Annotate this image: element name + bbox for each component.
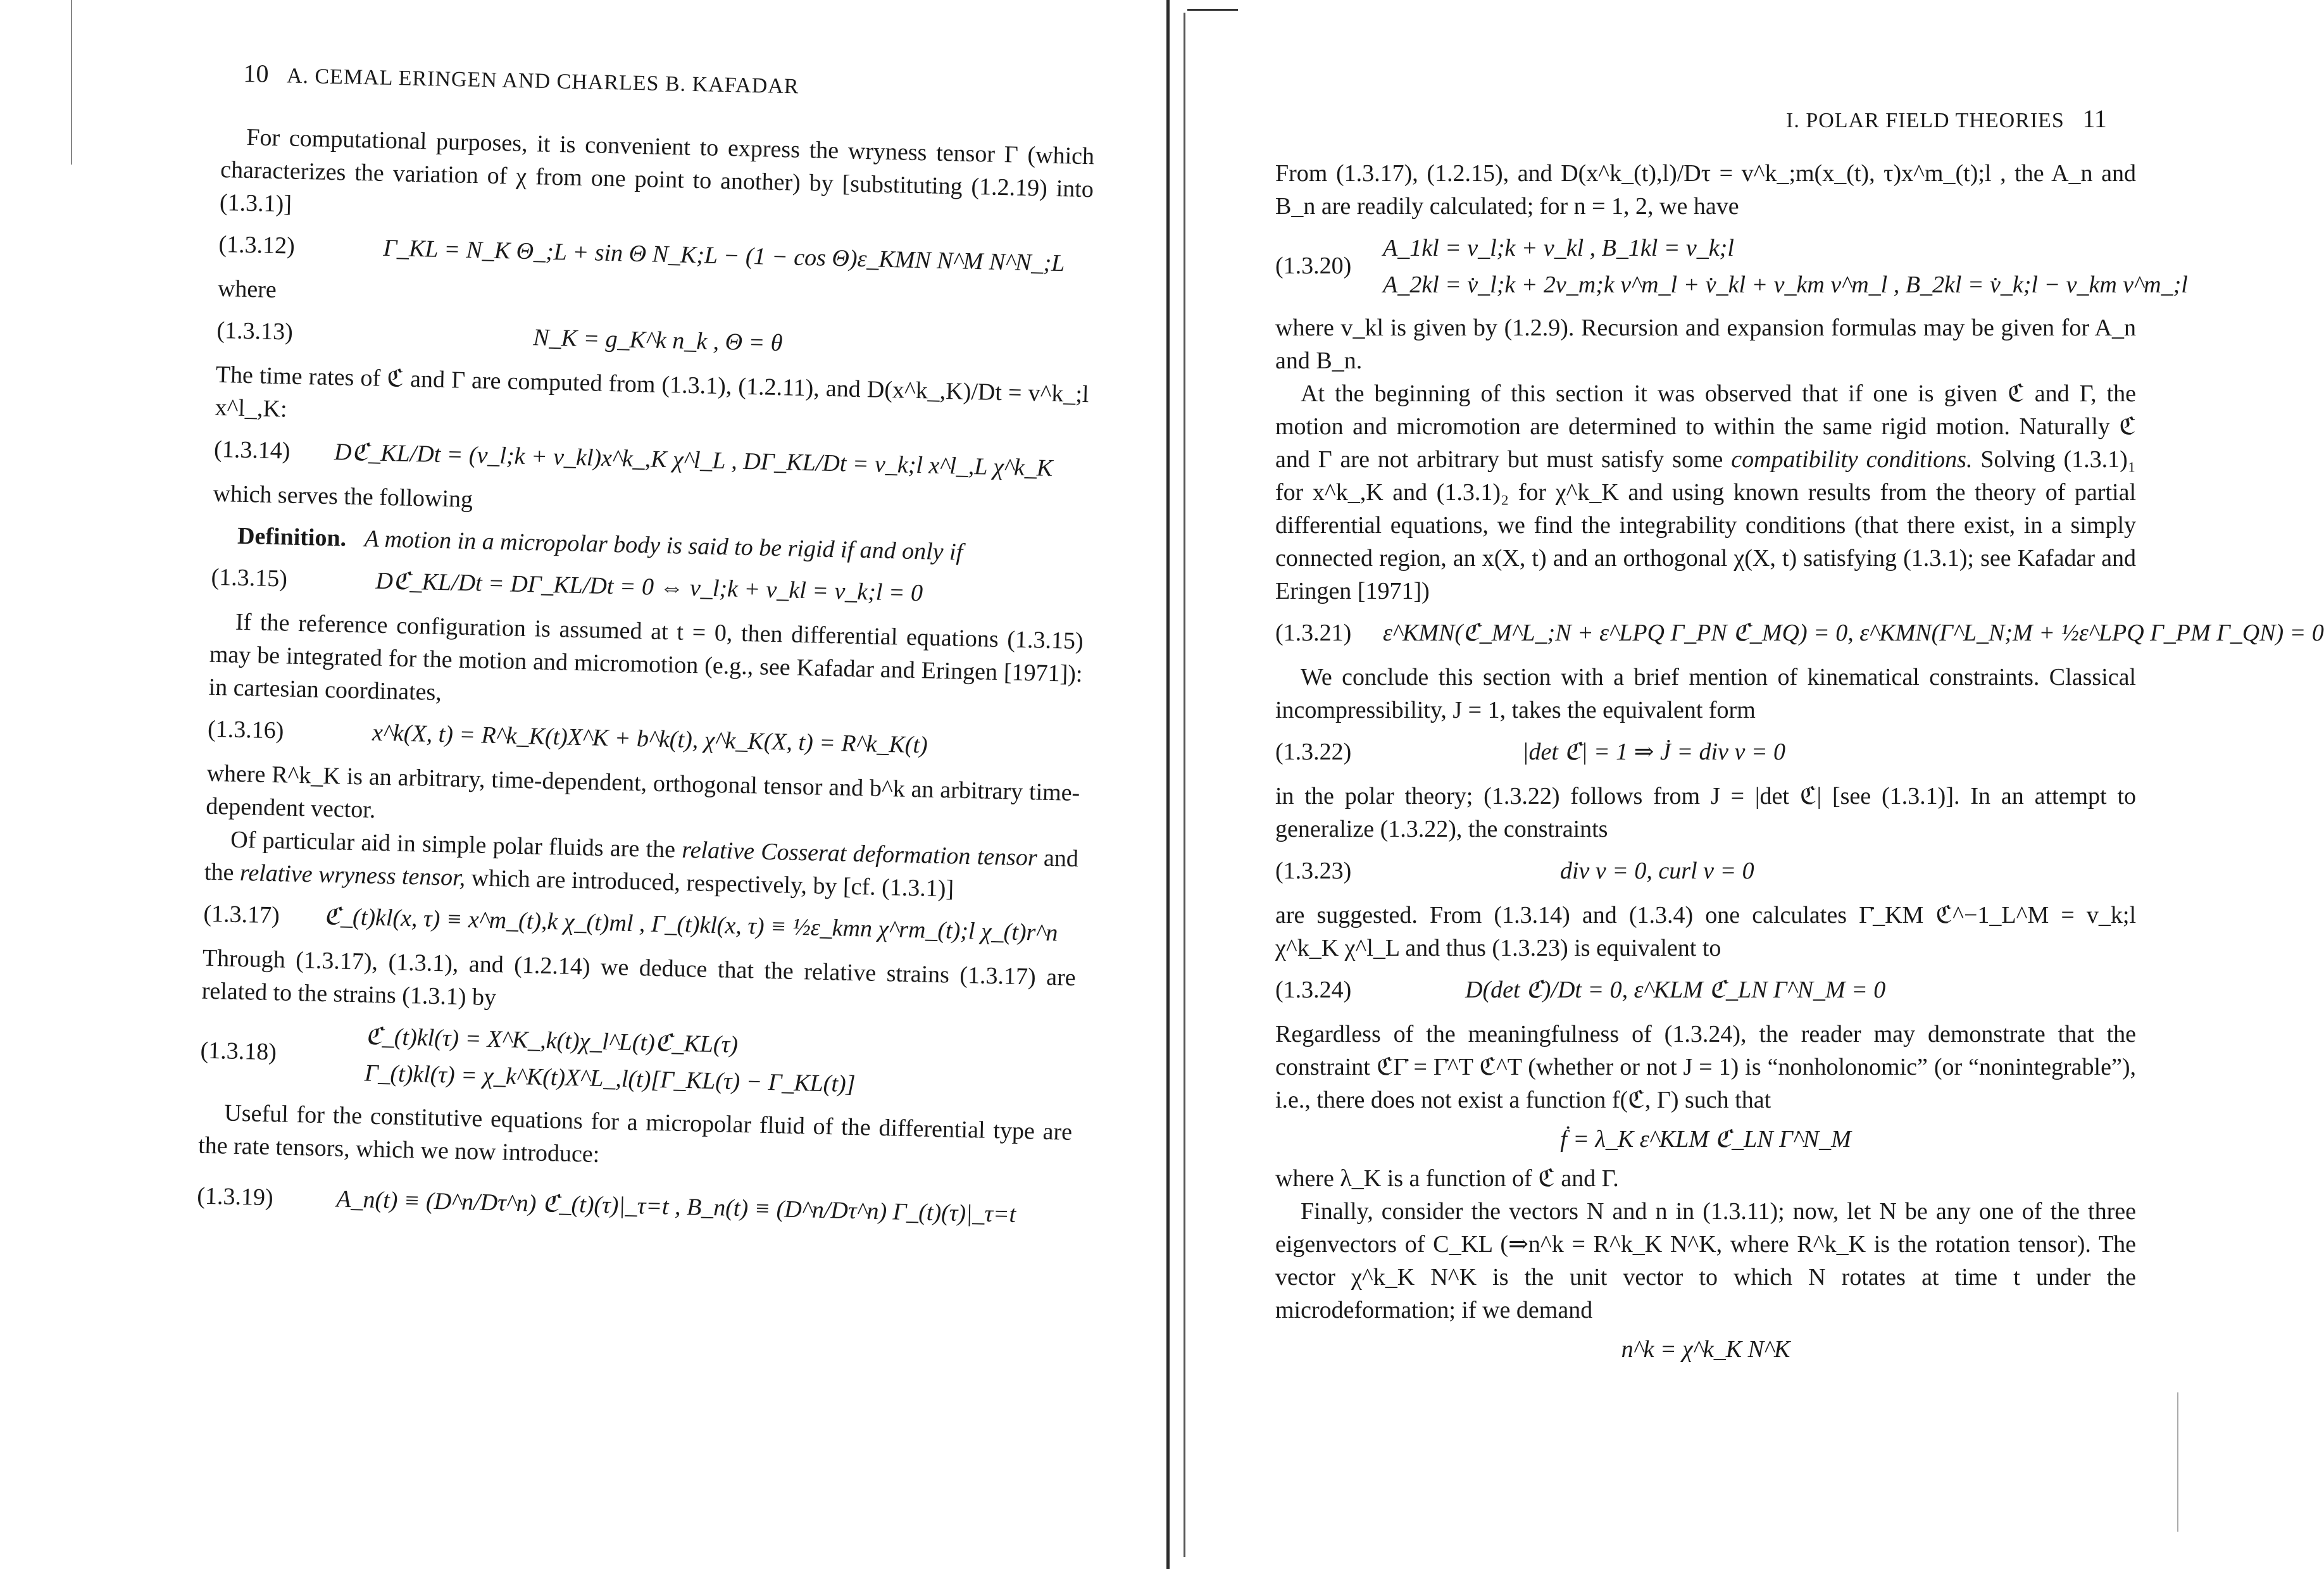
equation-1-3-24 [1275, 971, 2136, 1011]
text-span: Solving (1.3.1)₁ for x^k_,K and (1.3.1)₂ for χ^k_K and using known results from the theory of partial differential equations, we find the integrability conditions (that there exist, in a simply connected region, an x(X, t) and an orthogonal χ(X, t) satisfying (1.3.1); see Kafadar and Eringen [1971]) [1275, 446, 2137, 604]
scan-mark [71, 0, 72, 165]
equation-1-3-20 [1275, 229, 2188, 305]
equation-number: (1.3.24) [1275, 977, 1352, 1003]
paragraph: Finally, consider the vectors N and n in (1.3.11); now, let N be any one of the three eigenvectors of C_KL (⇒n^k = R^k_K N^K, where R^k_K is the rotation tensor). The vector χ^k_K N^K is the unit vector to which N rotates at time t under the microdeformation; if we demand [1275, 1198, 2136, 1323]
italic-term: relative wryness tensor, [239, 859, 466, 892]
paragraph: in the polar theory; (1.3.22) follows from J = |det ℭ| [see (1.3.1)]. In an attempt to generalize (1.3.22), the constraints [1275, 783, 2136, 842]
equation-expression: A_n(t) ≡ (D^n/Dτ^n) ℭ_(t)(τ)|_τ=t , B_n(t) ≡ (D^n/Dτ^n) Γ_(t)(τ)|_τ=t [335, 1185, 1016, 1228]
equation-number: (1.3.12) [218, 230, 296, 259]
equation-line-2: A_2kl = v̇_l;k + 2v_m;k v^m_l + v̇_kl + v_km v^m_l , B_2kl = v̇_k;l − v_km v^m_;l [1383, 272, 2188, 298]
paragraph: which serves the following [213, 480, 473, 513]
right-page-number: 11 [2082, 104, 2107, 133]
left-page [0, 0, 1158, 1569]
paragraph: Through (1.3.17), (1.3.1), and (1.2.14) we deduce that the relative strains (1.3.17) are related to the strains (1.3.1) by [201, 944, 1077, 1011]
paragraph: are suggested. From (1.3.14) and (1.3.4) one calculates Γ̇_KM ℭ^−1_L^M = v_k;l χ^k_K χ^l_L and thus (1.3.23) is equivalent to [1275, 902, 2136, 961]
left-page-number: 10 [243, 58, 269, 88]
equation-expression: Dℭ_KL/Dt = DΓ_KL/Dt = 0 ⇔ v_l;k + v_kl = v_k;l = 0 [375, 567, 923, 607]
paragraph: where λ_K is a function of ℭ and Γ. [1275, 1165, 1619, 1192]
equation-number: (1.3.13) [216, 316, 294, 346]
italic-term: compatibility conditions. [1731, 446, 1973, 473]
right-page-body [1275, 157, 2324, 1372]
paragraph: We conclude this section with a brief mention of kinematical constraints. Classical incompressibility, J = 1, takes the equivalent form [1275, 664, 2136, 723]
paragraph: where [217, 275, 277, 304]
equation-1-3-18 [199, 1014, 1074, 1110]
text-span: At the beginning of this section it was observed that if one is given ℭ and Γ, the motion and micromotion are determined to within the same rigid motion. Naturally ℭ and Γ are not arbitrary but must satisfy some [1275, 380, 2136, 473]
equation-number: (1.3.20) [1275, 253, 1352, 279]
right-running-head [1786, 104, 2107, 134]
paragraph: Useful for the constitutive equations for a micropolar fluid of the differential type are the rate tensors, which we now introduce: [197, 1099, 1073, 1168]
equation-line-1: ℭ_(t)kl(τ) = X^K_,k(t)χ_l^L(t)ℭ_KL(τ) [365, 1023, 739, 1058]
italic-term: relative Cosserat deformation tensor [681, 836, 1038, 872]
definition-text: A motion in a micropolar body is said to be rigid if and only if [364, 525, 963, 566]
equation-expression: Dℭ_KL/Dt = (v_l;k + v_kl)x^k_,K χ^l_L , DΓ_KL/Dt = v_k;l x^l_,L χ^k_K [334, 439, 1053, 482]
equation-1-3-23 [1275, 852, 2136, 892]
right-page [1158, 0, 2324, 1569]
equation-number: (1.3.19) [196, 1182, 274, 1211]
text-span: Of particular aid in simple polar fluids are the [230, 826, 676, 863]
left-page-body [196, 120, 1094, 1244]
paragraph: Regardless of the meaningfulness of (1.3.24), the reader may demonstrate that the constraint ℭΓ̇ = Γ̇^T ℭ^T (whether or not J = 1) is “nonholonomic” (or “nonintegrable”), i.e., there does not exist a function f(ℭ, Γ) such that [1275, 1021, 2136, 1113]
equation-expression: ℭ_(t)kl(x, τ) ≡ x^m_(t),k χ_(t)ml , Γ_(t)kl(x, τ) ≡ ½ε_kmn χ^rm_(t);l χ_(t)r^n [323, 903, 1058, 947]
paragraph: From (1.3.17), (1.2.15), and D(x^k_(t),l)/Dτ = v^k_;m(x_(t), τ)x^m_(t);l , the A_n and B_n are readily calculated; for n = 1, 2, we have [1275, 160, 2136, 220]
equation-number: (1.3.15) [211, 563, 288, 592]
paragraph: If the reference configuration is assumed at t = 0, then differential equations (1.3.15) may be integrated for the motion and micromotion (e.g., see Kafadar and Eringen [1971]): in cartesian coordinates, [208, 608, 1084, 706]
equation-expression: x^k(X, t) = R^k_K(t)X^K + b^k(t), χ^k_K(X, t) = R^k_K(t) [372, 719, 928, 759]
paragraph: where v_kl is given by (1.2.9). Recursion and expansion formulas may be given for A_n and B_n. [1275, 315, 2136, 374]
equation-expression: N_K = g_K^k n_k , Θ = θ [532, 324, 783, 357]
equation-f-dot: ḟ = λ_K ε^KLM ℭ_LN Γ̇^N_M [1560, 1126, 1851, 1153]
paragraph: For computational purposes, it is convenient to express the wryness tensor Γ (which characterizes the variation of χ from one point to another) by [substituting (1.2.19) into (1.3.1)] [219, 123, 1095, 218]
paragraph: The time rates of ℭ and Γ are computed from (1.3.1), (1.2.11), and D(x^k_,K)/Dt = v^k_;l x^l_,K: [215, 361, 1090, 423]
equation-1-3-21 [1275, 614, 2324, 654]
text-span: which are introduced, respectively, by [cf. (1.3.1)] [471, 865, 954, 903]
equation-number: (1.3.23) [1275, 858, 1352, 884]
text-span: and the [204, 844, 1079, 886]
equation-expression: |det ℭ| = 1 ⇒ J̇ = div v = 0 [1522, 739, 1785, 765]
equation-number: (1.3.16) [207, 715, 284, 744]
equation-number: (1.3.14) [213, 435, 290, 465]
left-running-authors: A. CEMAL ERINGEN AND CHARLES B. KAFADAR [286, 64, 799, 99]
equation-line-1: A_1kl = v_l;k + v_kl , B_1kl = v_k;l [1383, 235, 1734, 261]
definition-heading: Definition. [237, 522, 347, 552]
equation-number: (1.3.18) [200, 1037, 277, 1066]
equation-expression: D(det ℭ)/Dt = 0, ε^KLM ℭ_LN Γ̇^N_M = 0 [1465, 977, 1886, 1003]
right-running-title: I. POLAR FIELD THEORIES [1786, 109, 2065, 132]
equation-expression: div v = 0, curl v = 0 [1560, 858, 1754, 884]
paragraph: where R^k_K is an arbitrary, time-dependent, orthogonal tensor and b^k an arbitrary time-dependent vector. [205, 759, 1080, 823]
equation-line-2: Γ_(t)kl(τ) = χ_k^K(t)X^L_,l(t)[Γ_KL(τ) − Γ_KL(t)] [364, 1060, 856, 1098]
equation-1-3-19 [197, 1177, 1071, 1237]
equation-number: (1.3.22) [1275, 739, 1352, 765]
paragraph [1275, 377, 2136, 608]
equation-expression: ε^KMN(ℭ_M^L_;N + ε^LPQ Γ_PN ℭ_MQ) = 0, ε^KMN(Γ^L_N;M + ½ε^LPQ Γ_PM Γ_QN) = 0 [1383, 620, 2324, 646]
left-running-head [243, 58, 799, 99]
equation-number: (1.3.21) [1275, 620, 1352, 646]
equation-number: (1.3.17) [203, 900, 280, 929]
equation-1-3-22 [1275, 733, 2136, 773]
equation-n-k: n^k = χ^k_K N^K [1621, 1336, 1790, 1363]
equation-expression: Γ_KL = N_K Θ_;L + sin Θ N_K;L − (1 − cos Θ)ε_KMN N^M N^N_;L [383, 234, 1065, 277]
